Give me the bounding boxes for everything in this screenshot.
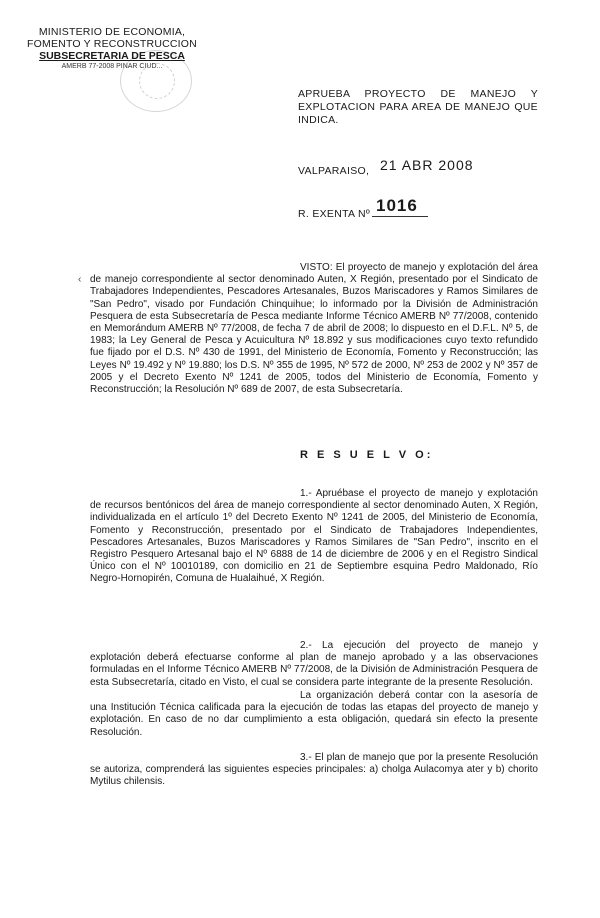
margin-mark: ‹ [78, 274, 82, 285]
subsecretaria-name: SUBSECRETARIA DE PESCA [39, 50, 185, 62]
resuelvo-heading: R E S U E L V O: [300, 449, 434, 461]
visto-paragraph: VISTO: El proyecto de manejo y explotación del área de manejo correspondiente al sector denominado Auten, X Región, presentado por el Sindicato de Trabajadores Independientes, Pescadores Artesanales, Buzos Mariscadores y Ramos Similares de "San Pedro", visado por Fundación Chinquihue; lo informado por la División de Administración Pesquera de esta Subsecretaría de Pesca mediante Informe Técnico AMERB Nº 77/2008, contenido en Memorándum AMERB Nº 77/2008, de fecha 7 de abril de 2008; lo dispuesto en el D.F.L. Nº 5, de 1983; la Ley General de Pesca y Acuicultura Nº 18.892 y sus modificaciones cuyo texto refundido fue fijado por el D.S. Nº 430 de 1991, del Ministerio de Economía, Fomento y Reconstrucción; las Leyes Nº 19.492 y Nº 19.880; los D.S. Nº 355 de 1995, Nº 572 de 2000, Nº 253 de 2002 y Nº 357 de 2005 y el Decreto Exento Nº 1241 de 2005, todos del Ministerio de Economía, Fomento y Reconstrucción; la Resolución Nº 689 de 2007, de esta Subsecretaría. [90, 262, 538, 396]
reference-code: AMERB 77-2008 PINAR CIUD... [61, 63, 163, 70]
article-1-paragraph: 1.- Apruébase el proyecto de manejo y explotación de recursos bentónicos del área de manejo correspondiente al sector denominado Auten, X Región, individualizada en el artículo 1º del Decreto Exento Nº 1241 de 2005, del Ministerio de Economía, Fomento y Reconstrucción, presentado por el Sindicato de Trabajadores Independientes, Pescadores Artesanales, Buzos Mariscadores y Ramos Similares de "San Pedro", inscrito en el Registro Pesquero Artesanal bajo el Nº 6888 de 14 de diciembre de 2006 y en el Registro Sindical Único con el Nº 10010189, con domicilio en 21 de Septiembre esquina Pedro Maldonado, Río Negro-Hornopirén, Comuna de Hualaihué, X Región. [90, 488, 538, 585]
resolution-title: APRUEBA PROYECTO DE MANEJO Y EXPLOTACION PARA AREA DE MANEJO QUE INDICA. [298, 88, 538, 126]
resolution-number: 1016 [372, 196, 428, 217]
ministry-name-line2: FOMENTO Y RECONSTRUCCION [27, 38, 197, 50]
ministry-name-line1: MINISTERIO DE ECONOMIA, [38, 26, 186, 38]
article-3-paragraph: 3.- El plan de manejo que por la presente Resolución se autoriza, comprenderá las siguientes especies principales: a) cholga Aulacomya ater y b) chorito Mytilus chilensis. [90, 752, 538, 788]
official-seal-stamp [120, 50, 192, 112]
date-stamp: 21 ABR 2008 [380, 157, 474, 173]
resolution-label: R. EXENTA Nº [298, 208, 371, 220]
place-label: VALPARAISO, [298, 165, 370, 177]
article-2-continuation: La organización deberá contar con la asesoría de una Institución Técnica calificada para la ejecución de todas las etapas del proyecto de manejo y explotación. En caso de no dar cumplimiento a esta obligación, quedará sin efecto la presente Resolución. [90, 690, 538, 738]
article-2-paragraph: 2.- La ejecución del proyecto de manejo y explotación deberá efectuarse conforme al plan de manejo aprobado y a las observaciones formuladas en el Informe Técnico AMERB Nº 77/2008, de la División de Administración Pesquera de esta Subsecretaría, citado en Visto, el cual se considera parte integrante de la presente Resolución. [90, 640, 538, 688]
